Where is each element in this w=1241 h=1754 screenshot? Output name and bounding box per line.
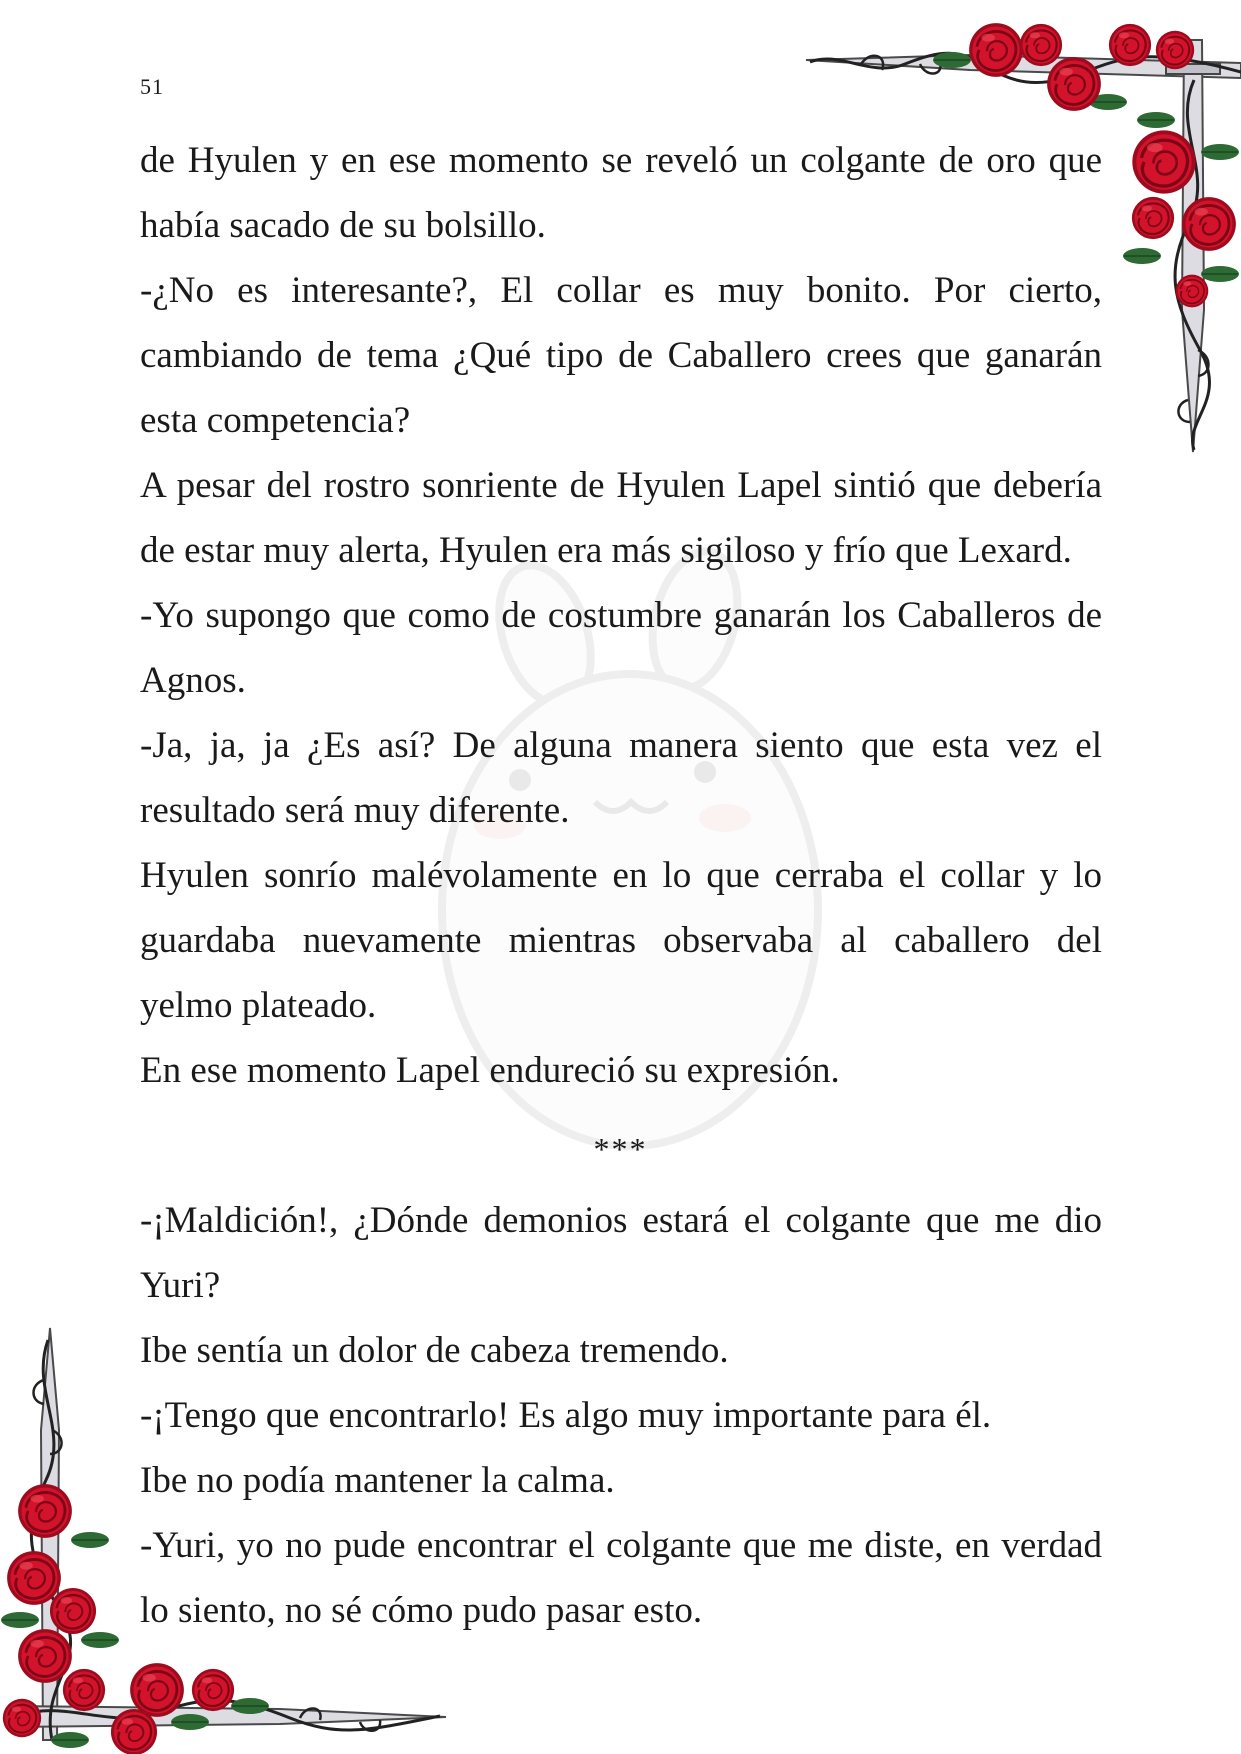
rose — [50, 1588, 96, 1634]
text-line: A pesar del rostro sonriente de Hyulen Lapel sintió que debería — [140, 465, 1102, 506]
text-line: -Ja, ja, ja ¿Es así? De alguna manera siento que esta vez el — [140, 725, 1102, 766]
text-line: -¡Maldición!, ¿Dónde demonios estará el colgante que me dio — [140, 1200, 1102, 1241]
corner-ornament-top-right — [800, 20, 1241, 460]
rose — [1156, 31, 1194, 69]
rose — [1109, 24, 1151, 66]
paragraph — [140, 1038, 1102, 1103]
text-line: de Hyulen y en ese momento se reveló un colgante de oro que — [140, 140, 1102, 181]
leaf — [51, 1732, 89, 1748]
leaf — [81, 1632, 119, 1648]
rose — [18, 1484, 72, 1538]
rose — [1132, 197, 1174, 239]
text-line: Ibe sentía un dolor de cabeza tremendo. — [140, 1330, 729, 1371]
rose — [1176, 275, 1209, 308]
paragraph — [140, 1188, 1102, 1318]
leaf — [933, 52, 971, 68]
rose — [1132, 130, 1195, 193]
text-line: había sacado de su bolsillo. — [140, 205, 546, 246]
leaf — [71, 1532, 109, 1548]
leaf — [1201, 266, 1239, 282]
rose — [192, 1669, 234, 1711]
rose — [111, 1709, 157, 1754]
paragraph — [140, 713, 1102, 843]
text-line: Agnos. — [140, 660, 246, 701]
text-line: yelmo plateado. — [140, 985, 377, 1026]
rose — [18, 1629, 72, 1683]
text-line: de estar muy alerta, Hyulen era más sigiloso y frío que Lexard. — [140, 530, 1072, 571]
rose — [1020, 24, 1062, 66]
text-line: -¡Tengo que encontrarlo! Es algo muy importante para él. — [140, 1395, 992, 1436]
paragraph — [140, 843, 1102, 1038]
rose — [1182, 197, 1236, 251]
leaf — [1201, 144, 1239, 160]
scene-break: *** — [593, 1131, 648, 1167]
leaf — [231, 1698, 269, 1714]
text-line: resultado será muy diferente. — [140, 790, 570, 831]
text-line: Ibe no podía mantener la calma. — [140, 1460, 615, 1501]
rose — [969, 23, 1023, 77]
paragraph — [140, 583, 1102, 713]
rose — [1047, 57, 1101, 111]
rose — [130, 1663, 184, 1717]
text-line: -¿No es interesante?, El collar es muy bonito. Por cierto, — [140, 270, 1102, 311]
rose — [3, 1699, 41, 1737]
text-line: -Yuri, yo no pude encontrar el colgante que me diste, en verdad — [140, 1525, 1102, 1566]
text-line: -Yo supongo que como de costumbre ganarán los Caballeros de — [140, 595, 1102, 636]
leaf — [1137, 112, 1175, 128]
text-line: Hyulen sonrío malévolamente en lo que cerraba el collar y lo — [140, 855, 1102, 896]
rose — [63, 1669, 105, 1711]
corner-ornament-bottom-left — [0, 1320, 450, 1754]
text-line: lo siento, no sé cómo pudo pasar esto. — [140, 1590, 703, 1631]
leaf — [171, 1714, 209, 1730]
text-line: esta competencia? — [140, 400, 411, 441]
text-line: cambiando de tema ¿Qué tipo de Caballero crees que ganarán — [140, 335, 1102, 376]
rose — [7, 1551, 61, 1605]
leaf — [1, 1612, 39, 1628]
page-number: 51 — [140, 74, 164, 99]
paragraph — [140, 453, 1102, 583]
text-line: guardaba nuevamente mientras observaba al caballero del — [140, 920, 1102, 961]
text-line: Yuri? — [140, 1265, 221, 1306]
text-line: En ese momento Lapel endureció su expresión. — [140, 1050, 840, 1091]
thorny-vine — [860, 56, 1209, 422]
leaf — [1123, 248, 1161, 264]
